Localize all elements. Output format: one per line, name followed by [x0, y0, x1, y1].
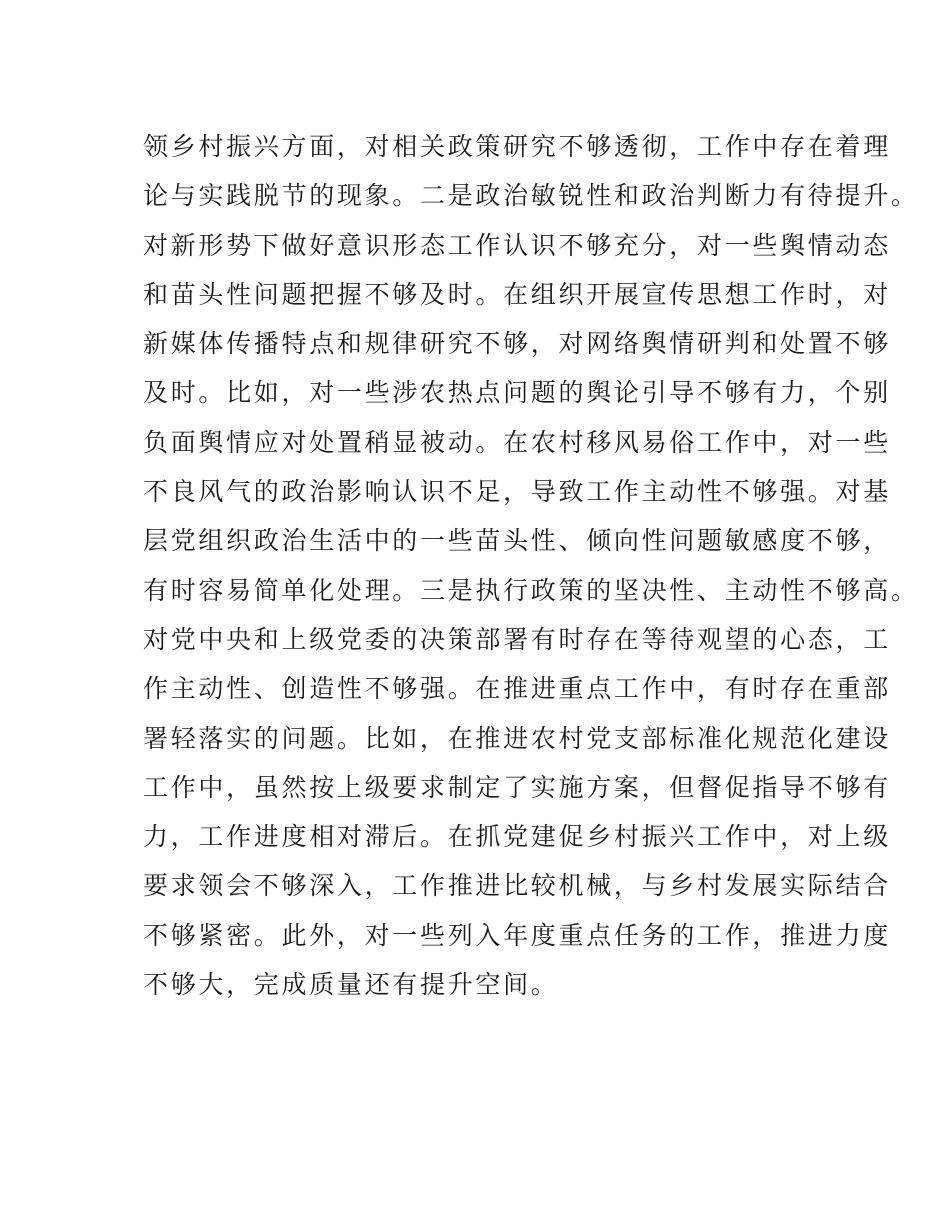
text-line: 和苗头性问题把握不够及时。在组织开展宣传思想工作时，对: [143, 279, 891, 309]
text-line: 力，工作进度相对滞后。在抓党建促乡村振兴工作中，对上级: [143, 822, 891, 852]
text-line: 不良风气的政治影响认识不足，导致工作主动性不够强。对基: [143, 477, 891, 507]
text-line: 负面舆情应对处置稍显被动。在农村移风易俗工作中，对一些: [143, 427, 891, 457]
text-line: 对新形势下做好意识形态工作认识不够充分，对一些舆情动态: [143, 230, 891, 260]
text-line: 工作中，虽然按上级要求制定了实施方案，但督促指导不够有: [143, 772, 891, 802]
text-line: 不够大，完成质量还有提升空间。: [143, 970, 559, 1000]
text-line: 及时。比如，对一些涉农热点问题的舆论引导不够有力，个别: [143, 378, 891, 408]
body-text: [143, 122, 919, 1009]
text-line: 作主动性、创造性不够强。在推进重点工作中，有时存在重部: [143, 674, 891, 704]
text-line: 对党中央和上级党委的决策部署有时存在等待观望的心态，工: [143, 624, 891, 654]
text-line: 论与实践脱节的现象。二是政治敏锐性和政治判断力有待提升。: [143, 181, 919, 211]
text-line: 署轻落实的问题。比如，在推进农村党支部标准化规范化建设: [143, 723, 891, 753]
text-line: 要求领会不够深入，工作推进比较机械，与乡村发展实际结合: [143, 871, 891, 901]
text-line: 领乡村振兴方面，对相关政策研究不够透彻，工作中存在着理: [143, 132, 891, 161]
text-line: 有时容易简单化处理。三是执行政策的坚决性、主动性不够高。: [143, 575, 919, 605]
text-line: 新媒体传播特点和规律研究不够，对网络舆情研判和处置不够: [143, 329, 891, 359]
text-line: 不够紧密。此外，对一些列入年度重点任务的工作，推进力度: [143, 920, 891, 950]
text-line: 层党组织政治生活中的一些苗头性、倾向性问题敏感度不够，: [143, 526, 891, 556]
